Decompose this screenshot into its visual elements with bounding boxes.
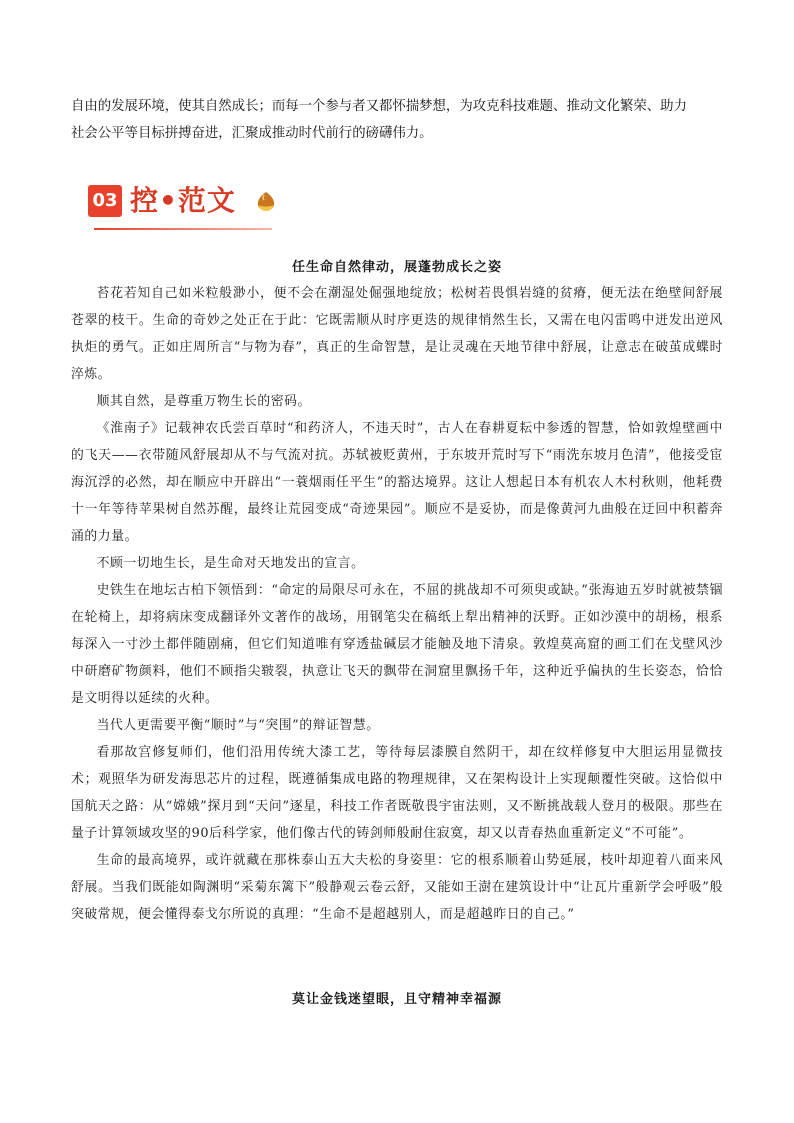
essay-1 bbox=[71, 256, 723, 928]
essay-2-title: 莫让金钱迷望眼，且守精神幸福源 bbox=[291, 992, 502, 1007]
section-number: 03 bbox=[88, 185, 122, 217]
essay-1-title: 任生命自然律动，展蓬勃成长之姿 bbox=[291, 260, 502, 275]
essay-paragraph: 生命的最高境界，或许就藏在那株泰山五大夫松的身姿里：它的根系顺着山势延展，枝叶却迎着八面来风舒展。当我们既能如陶渊明“采菊东篱下”般静观云卷云舒，又能如王澍在建筑设计中“让瓦片重新学会呼吸”般突破常规，便会懂得泰戈尔所说的真理：“生命不是超越别人，而是超越昨日的自己。” bbox=[71, 853, 723, 922]
intro-line: 社会公平等目标拼搏奋进，汇聚成推动时代前行的磅礴伟力。 bbox=[71, 126, 433, 141]
essay-paragraph: 看那故宫修复师们，他们沿用传统大漆工艺，等待每层漆膜自然阴干，却在纹样修复中大胆运用显微技术；观照华为研发海思芯片的过程，既遵循集成电路的物理规律，又在架构设计上实现颠覆性突破。这恰似中国航天之路：从“嫦娥”探月到“天问”逐星，科技工作者既敬畏宇宙法则，又不断挑战载人登月的极限。那些在量子计算领域攻坚的90后科学家，他们像古代的铸剑师般耐住寂寞，却又以青春热血重新定义“不可能”。 bbox=[71, 745, 723, 841]
intro-line: 自由的发展环境，使其自然成长；而每一个参与者又都怀揣梦想，为攻克科技难题、推动文化繁荣、助力 bbox=[71, 99, 687, 114]
essay-paragraph: 《淮南子》记载神农氏尝百草时“和药济人，不违天时”，古人在春耕夏耘中参透的智慧，恰如敦煌壁画中的飞天——衣带随风舒展却从不与气流对抗。苏轼被贬黄州，于东坡开荒时写下“雨洗东坡月色清”，他接受宦海沉浮的必然，却在顺应中开辟出“一蓑烟雨任平生”的豁达境界。这让人想起日本有机农人木村秋则，他耗费十一年等待苹果树自然苏醒，最终让荒园变成“奇迹果园”。顺应不是妥协，而是像黄河九曲般在迂回中积蓄奔涌的力量。 bbox=[71, 421, 723, 544]
essay-paragraph: 苔花若知自己如米粒般渺小，便不会在潮湿处倔强地绽放；松树若畏惧岩缝的贫瘠，便无法在绝壁间舒展苍翠的枝干。生命的奇妙之处正在于此：它既需顺从时序更迭的规律悄然生长，又需在电闪雷鸣中迸发出逆风执炬的勇气。正如庄周所言“与物为春”，真正的生命智慧，是让灵魂在天地节律中舒展，让意志在破茧成蝶时淬炼。 bbox=[71, 286, 723, 382]
intro-paragraph bbox=[71, 93, 723, 147]
essay-paragraph: 史铁生在地坛古柏下领悟到：“命定的局限尽可永在，不屈的挑战却不可须臾或缺。”张海迪五岁时就被禁锢在轮椅上，却将病床变成翻译外文著作的战场，用钢笔尖在稿纸上犁出精神的沃野。正如沙漠中的胡杨，根系每深入一寸沙土都伴随剧痛，但它们知道唯有穿透盐碱层才能触及地下清泉。敦煌莫高窟的画工们在戈壁风沙中研磨矿物颜料，他们不顾指尖皲裂，执意让飞天的飘带在洞窟里飘扬千年，这种近乎偏执的生长姿态，恰恰是文明得以延续的火种。 bbox=[71, 583, 723, 706]
essay-paragraph: 当代人更需要平衡“顺时”与“突围”的辩证智慧。 bbox=[96, 718, 380, 733]
essay-paragraph: 不顾一切地生长，是生命对天地发出的宣言。 bbox=[96, 556, 365, 571]
section-underline bbox=[94, 228, 272, 230]
essay-paragraph: 顺其自然，是尊重万物生长的密码。 bbox=[96, 394, 311, 409]
section-header bbox=[88, 182, 278, 238]
section-title: 控•范文 bbox=[130, 184, 236, 217]
chestnut-icon bbox=[255, 190, 277, 212]
